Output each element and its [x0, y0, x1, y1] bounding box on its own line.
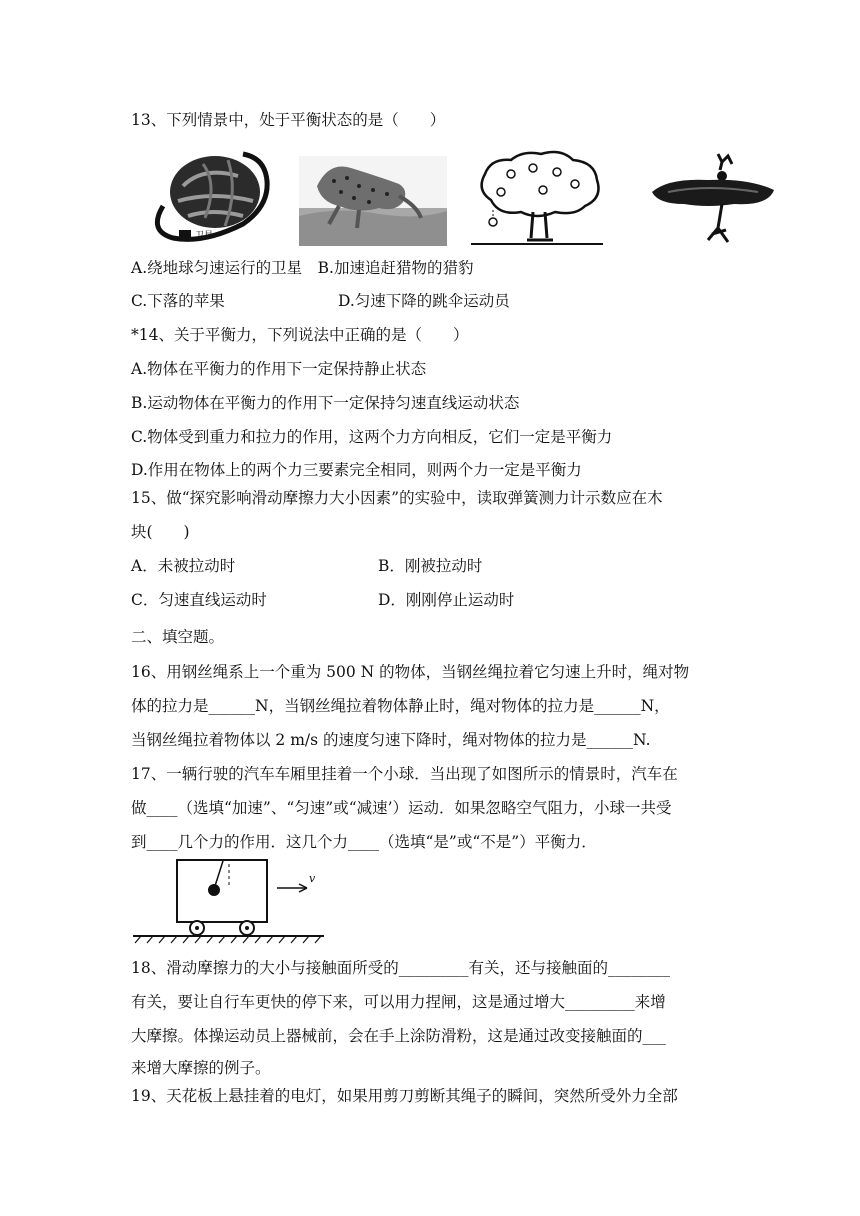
q14-option-b: B.运动物体在平衡力的作用下一定保持匀速直线运动状态 — [131, 394, 520, 412]
apple-tree-picture — [471, 150, 603, 246]
q18-line2: 有关，要让自行车更快的停下来，可以用力捏闸，这是通过增大_________来增 — [131, 993, 666, 1011]
velocity-label: v — [309, 872, 316, 885]
q18-line1: 18、滑动摩擦力的大小与接触面所受的_________有关，还与接触面的________ — [131, 959, 670, 977]
q17-line1: 17、一辆行驶的汽车车厢里挂着一个小球．当出现了如图所示的情景时，汽车在 — [131, 765, 678, 783]
q15-option-d: D．刚刚停止运动时 — [378, 591, 515, 609]
q18-line3: 大摩擦。体操运动员上器械前，会在手上涂防滑粉，这是通过改变接触面的___ — [131, 1027, 666, 1045]
q15-option-a: A．未被拉动时 — [131, 557, 236, 575]
q13-option-ab: A.绕地球匀速运行的卫星 B.加速追赶猎物的猎豹 — [131, 259, 474, 277]
q14-option-c: C.物体受到重力和拉力的作用，这两个力方向相反，它们一定是平衡力 — [131, 428, 613, 446]
q14-stem: *14、关于平衡力，下列说法中正确的是（ ） — [131, 326, 469, 344]
section-heading: 二、填空题。 — [131, 628, 225, 646]
q19-line1: 19、天花板上悬挂着的电灯，如果用剪刀剪断其绳子的瞬间，突然所受外力全部 — [131, 1087, 678, 1105]
q15-option-c: C．匀速直线运动时 — [131, 591, 267, 609]
parachutist-picture — [648, 148, 778, 246]
satellite-picture — [143, 146, 273, 246]
q15-option-b: B．刚被拉动时 — [378, 557, 483, 575]
q16-line2: 体的拉力是______N，当钢丝绳拉着物体静止时，绳对物体的拉力是______N， — [131, 697, 670, 715]
q13-stem: 13、下列情景中，处于平衡状态的是（ ） — [131, 111, 446, 129]
car-diagram — [131, 858, 326, 944]
q14-option-a: A.物体在平衡力的作用下一定保持静止状态 — [131, 360, 427, 378]
q14-option-d: D.作用在物体上的两个力三要素完全相同，则两个力一定是平衡力 — [131, 461, 582, 479]
q15-stem-line2: 块( ) — [131, 523, 190, 541]
satellite-label: 卫星 — [195, 231, 214, 241]
q15-stem-line1: 15、做“探究影响滑动摩擦力大小因素”的实验中，读取弹簧测力计示数应在木 — [131, 489, 663, 507]
q13-option-d: D.匀速下降的跳伞运动员 — [338, 292, 510, 310]
q17-line2: 做____（选填“加速”、“匀速”或“减速’）运动．如果忽略空气阻力，小球一共受 — [131, 799, 672, 817]
q13-option-c: C.下落的苹果 — [131, 292, 225, 310]
q18-line4: 来增大摩擦的例子。 — [131, 1059, 271, 1077]
q17-line3: 到____几个力的作用．这几个力____（选填“是”或“不是”）平衡力． — [131, 833, 597, 851]
cheetah-picture — [299, 156, 447, 246]
q16-line1: 16、用钢丝绳系上一个重为 500 N 的物体，当钢丝绳拉着它匀速上升时，绳对物 — [131, 663, 690, 681]
q16-line3: 当钢丝绳拉着物体以 2 m/s 的速度匀速下降时，绳对物体的拉力是______N. — [131, 731, 651, 749]
